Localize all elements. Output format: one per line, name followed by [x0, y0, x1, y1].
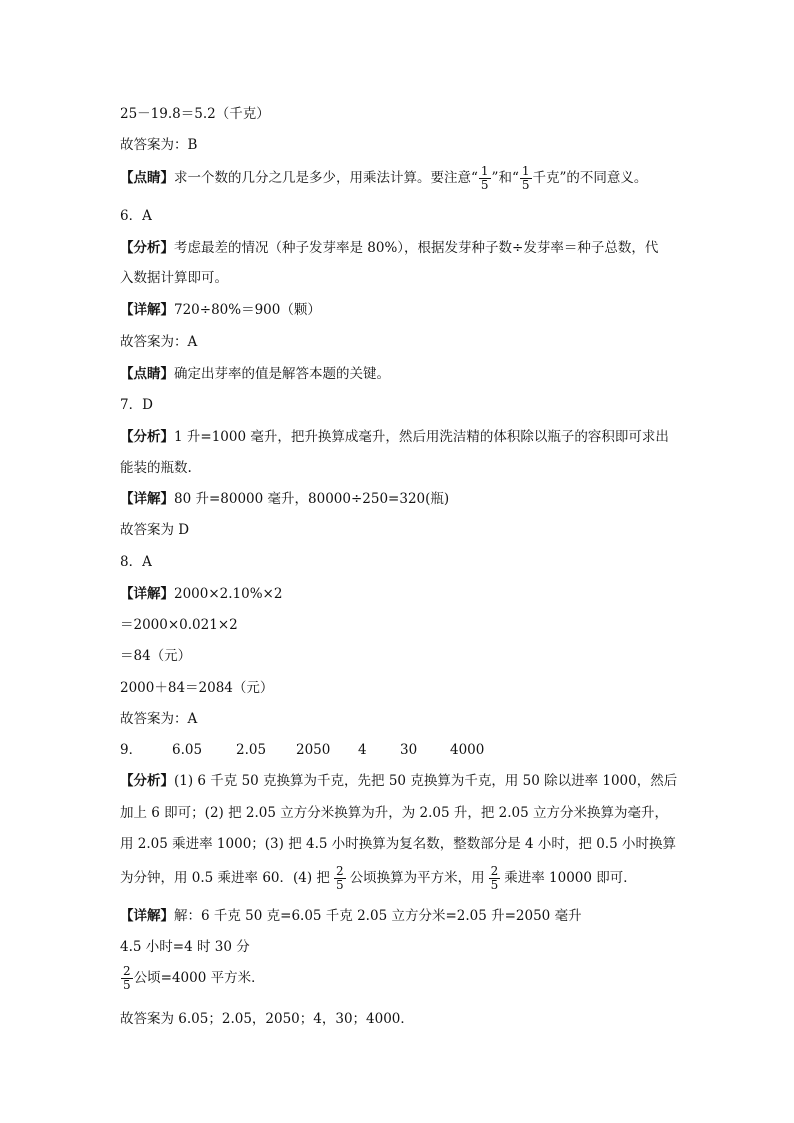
text-line: 7．D [120, 397, 153, 413]
fraction-numerator: 1 [521, 164, 530, 178]
question-number: 9． [120, 742, 143, 758]
text-line: ＝84（元） [120, 648, 192, 664]
text-line: 2000＋84＝2084（元） [120, 680, 274, 696]
text-line [120, 906, 582, 928]
answer-value: 2050 [296, 742, 331, 758]
fraction-denominator: 5 [480, 178, 489, 192]
text-line [120, 860, 637, 896]
fraction-numerator: 2 [123, 964, 131, 978]
answer-value: 4 [358, 742, 367, 758]
text-line: ＝2000×0.021×2 [120, 617, 238, 633]
text-line: 故答案为：A [120, 711, 198, 727]
text-span: (1) 6 千克 50 克换算为千克，先把 50 克换算为千克，用 50 除以进率 1000，然后 [174, 773, 678, 789]
text-line [120, 238, 658, 260]
tag-label: 【点睛】 [120, 366, 174, 382]
tag-label: 【点睛】 [120, 170, 174, 186]
text-line: 加上 6 即可；(2) 把 2.05 立方分米换算为升，为 2.05 升，把 2.05 立方分米换算为毫升， [120, 805, 669, 821]
text-span: 确定出芽率的值是解答本题的关键。 [174, 366, 390, 382]
text-line [120, 960, 265, 996]
text-span: 80 升=80000 毫升，80000÷250=320(瓶) [174, 491, 450, 507]
text-span: ”和“ [491, 170, 519, 186]
fraction-numerator: 2 [335, 864, 344, 878]
text-line: 故答案为：B [120, 137, 198, 153]
answer-value: 4000 [450, 742, 485, 758]
answer-value: 30 [400, 742, 418, 758]
text-span: 求一个数的几分之几是多少，用乘法计算。要注意“ [174, 170, 478, 186]
fraction-numerator: 2 [490, 864, 499, 878]
text-span: 千克”的不同意义。 [532, 170, 648, 186]
text-line: 入数据计算即可。 [120, 270, 228, 286]
tag-label: 【分析】 [120, 773, 174, 789]
answer-value: 2.05 [236, 742, 267, 758]
text-line [120, 427, 669, 449]
text-span: 2000×2.10%×2 [174, 586, 283, 602]
tag-label: 【详解】 [120, 491, 174, 507]
tag-label: 【详解】 [120, 908, 174, 924]
text-span: 考虑最差的情况（种子发芽率是 80%），根据发芽种子数÷发芽率＝种子总数，代 [174, 240, 659, 256]
text-line: 能装的瓶数. [120, 460, 192, 476]
text-line: 用 2.05 乘进率 1000；(3) 把 4.5 小时换算为复名数，整数部分是 4 小时，把 0.5 小时换算 [120, 836, 676, 852]
fraction [479, 165, 491, 192]
text-line: 4.5 小时=4 时 30 分 [120, 939, 250, 955]
fraction [489, 865, 501, 892]
text-line [120, 489, 449, 511]
text-line [120, 584, 282, 606]
text-span: 为分钟，用 0.5 乘进率 60．(4) 把 [120, 870, 330, 886]
answer-row [120, 740, 484, 762]
fraction [520, 165, 532, 192]
text-line [120, 364, 390, 386]
answer-value: 6.05 [172, 742, 203, 758]
text-span: 乘进率 10000 即可． [504, 870, 637, 886]
fraction-denominator: 5 [490, 878, 499, 892]
text-line: 故答案为 D [120, 522, 190, 538]
text-line [120, 160, 647, 196]
text-span: 解：6 千克 50 克=6.05 千克 2.05 立方分米=2.05 升=2050 毫升 [174, 908, 582, 924]
fraction-denominator: 5 [521, 178, 530, 192]
tag-label: 【分析】 [120, 240, 174, 256]
tag-label: 【详解】 [120, 586, 174, 602]
fraction-denominator: 5 [335, 878, 344, 892]
tag-label: 【详解】 [120, 302, 174, 318]
text-span: 公顷换算为平方米，用 [349, 870, 485, 886]
text-line [120, 771, 677, 793]
text-span: 720÷80%＝900（颗） [174, 302, 321, 318]
text-line: 故答案为 6.05；2.05，2050；4，30；4000． [120, 1011, 414, 1027]
fraction-denominator: 5 [123, 978, 131, 992]
text-span: 1 升=1000 毫升，把升换算成毫升，然后用洗洁精的体积除以瓶子的容积即可求出 [174, 429, 669, 445]
fraction-numerator: 1 [480, 164, 489, 178]
text-line [120, 300, 321, 322]
fraction [334, 865, 346, 892]
text-line: 6．A [120, 208, 152, 224]
text-line: 8．A [120, 554, 152, 570]
text-line: 故答案为：A [120, 334, 198, 350]
text-span: 公顷=4000 平方米． [133, 970, 265, 986]
text-line: 25－19.8＝5.2（千克） [120, 106, 270, 122]
tag-label: 【分析】 [120, 429, 174, 445]
fraction [121, 965, 133, 992]
